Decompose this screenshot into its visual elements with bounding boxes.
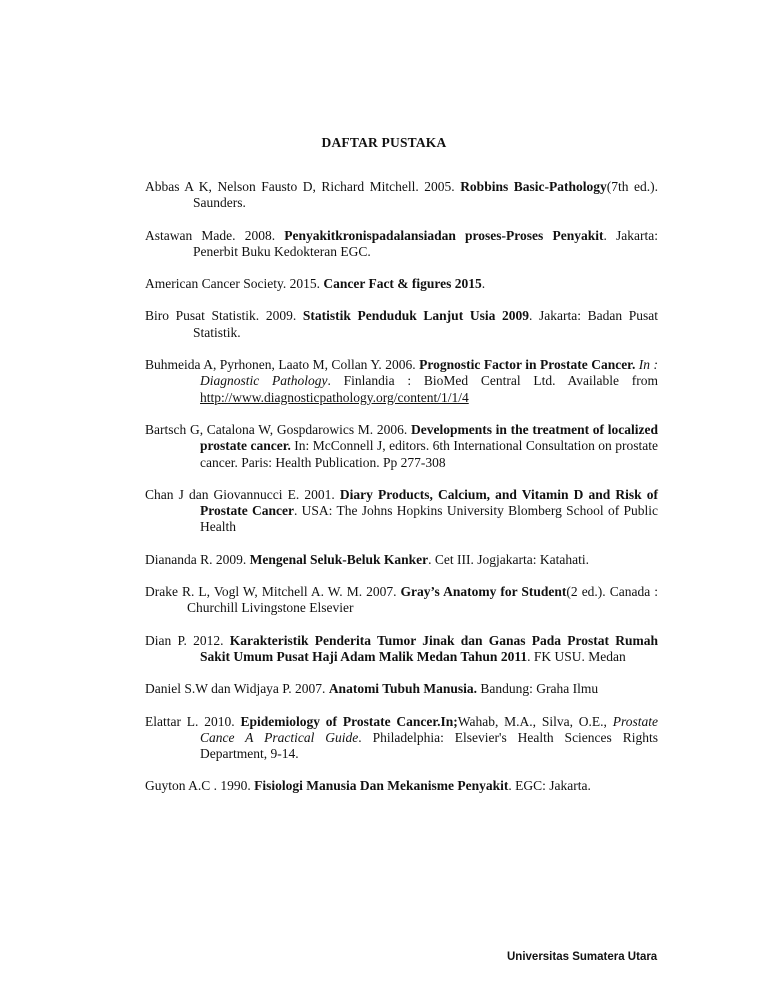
reference-italic: Prostate Cance A Practical Guide (200, 713, 658, 745)
reference-text: . EGC: Jakarta. (508, 778, 591, 794)
reference-text: Abbas A K, Nelson Fausto D, Richard Mitchell. 2005. (145, 179, 461, 194)
reference-text: Wahab, M.A., Silva, O.E., (457, 713, 613, 729)
reference-text: Diananda R. 2009. (145, 551, 250, 567)
reference-italic: In : Diagnostic Pathology (200, 357, 659, 389)
reference-list (145, 179, 658, 811)
reference-entry (145, 584, 658, 617)
reference-entry (145, 357, 658, 406)
reference-entry (145, 308, 658, 341)
reference-title: Anatomi Tubuh Manusia. (328, 681, 478, 697)
reference-text: Daniel S.W dan Widjaya P. 2007. (145, 681, 329, 697)
reference-text: . USA: The Johns Hopkins University Blomberg School of Public Health (200, 503, 658, 535)
reference-entry (145, 228, 658, 261)
reference-text: . (481, 276, 486, 292)
reference-text: Drake R. L, Vogl W, Mitchell A. W. M. 2007. (145, 584, 401, 600)
reference-title: Gray’s Anatomy for Student (400, 584, 567, 600)
reference-text: Astawan Made. 2008. (145, 227, 285, 243)
reference-title: Epidemiology of Prostate Cancer.In; (240, 713, 458, 729)
reference-text: American Cancer Society. 2015. (145, 276, 324, 292)
page-title: DAFTAR PUSTAKA (321, 135, 447, 150)
reference-text: Bandung: Graha Ilmu (477, 681, 599, 697)
reference-text: Guyton A.C . 1990. (145, 778, 255, 794)
reference-text: . Cet III. Jogjakarta: Katahati. (428, 551, 589, 567)
reference-text: Biro Pusat Statistik. 2009. (145, 308, 303, 324)
reference-entry (145, 487, 658, 536)
reference-title: Penyakitkronispadalansiadan proses-Proses Penyakit (284, 227, 604, 243)
reference-link[interactable]: http://www.diagnosticpathology.org/content/1/1/4 (200, 389, 469, 405)
reference-text: (7th ed.). Saunders. (193, 179, 659, 211)
reference-title: Cancer Fact & figures 2015 (323, 276, 482, 292)
reference-title: Mengenal Seluk-Beluk Kanker (249, 551, 429, 567)
university-footer: Universitas Sumatera Utara (507, 951, 658, 963)
reference-text: . Jakarta: Penerbit Buku Kedokteran EGC. (193, 227, 659, 259)
reference-entry (145, 778, 658, 794)
reference-text: . Philadelphia: Elsevier's Health Sciences Rights Department, 9-14. (200, 729, 658, 762)
reference-entry (145, 714, 658, 763)
reference-text: Elattar L. 2010. (145, 713, 241, 729)
reference-entry (145, 276, 658, 292)
reference-text: Chan J dan Giovannucci E. 2001. (145, 486, 340, 502)
reference-text: Dian P. 2012. (145, 632, 230, 648)
reference-title: Karakteristik Penderita Tumor Jinak dan Ganas Pada Prostat Rumah Sakit Umum Pusat Haji Adam Malik Medan Tahun 2011 (200, 632, 659, 664)
reference-entry (145, 179, 658, 212)
reference-text: . Finlandia : BioMed Central Ltd. Available from (327, 373, 658, 389)
reference-title: Robbins Basic-Pathology (460, 179, 607, 194)
reference-text: . FK USU. Medan (527, 648, 626, 664)
reference-entry (145, 681, 658, 697)
reference-title: Prognostic Factor in Prostate Cancer. (419, 357, 636, 373)
reference-title: Fisiologi Manusia Dan Mekanisme Penyakit (254, 778, 509, 794)
reference-title: Diary Products, Calcium, and Vitamin D and Risk of Prostate Cancer (200, 486, 658, 519)
reference-text: . Jakarta: Badan Pusat Statistik. (193, 308, 659, 340)
reference-text: (2 ed.). Canada : Churchill Livingstone Elsevier (187, 584, 658, 616)
reference-title: Statistik Penduduk Lanjut Usia 2009 (302, 308, 529, 324)
reference-entry (145, 633, 658, 666)
reference-text: Buhmeida A, Pyrhonen, Laato M, Collan Y. 2006. (145, 357, 420, 373)
reference-entry (145, 422, 658, 471)
reference-entry (145, 552, 658, 568)
reference-title: Developments in the treatment of localized prostate cancer. (200, 421, 659, 454)
reference-text: Bartsch G, Catalona W, Gospdarowics M. 2006. (145, 421, 411, 437)
reference-text: In: McConnell J, editors. 6th International Consultation on prostate cancer. Paris: Health Publication. Pp 277-308 (200, 438, 658, 470)
